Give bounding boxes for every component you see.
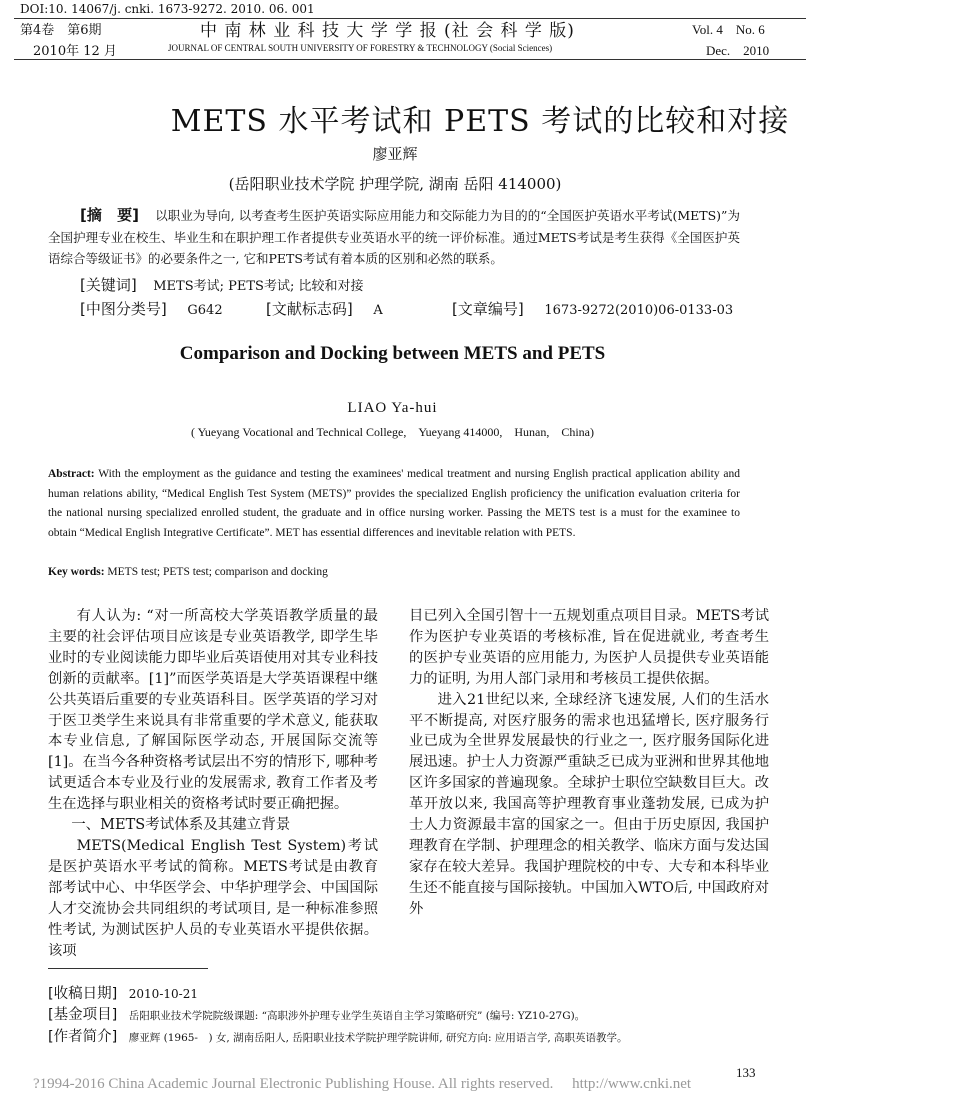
keywords-cn-text: METS考试; PETS考试; 比较和对接 [153, 279, 364, 294]
received-label: [收稿日期] [48, 986, 118, 1002]
body-right-column [409, 606, 769, 920]
affiliation-en: ( Yueyang Vocational and Technical College, Yueyang 414000, Hunan, China) [191, 425, 594, 439]
article-number-value: 1673-9272(2010)06-0133-03 [544, 303, 734, 318]
keywords-en-label: Key words: [48, 566, 105, 578]
body-paragraph: 进入21世纪以来, 全球经济飞速发展, 人们的生活水平不断提高, 对医疗服务的需求也迅猛增长, 医疗服务行业已成为全世界发展最快的行业之一, 医疗服务国际化进展迅速。护士人力资源严重缺乏已成为亚洲和世界其他地区许多国家的普遍现象。全球护士职位空缺数目巨大。改革开放以来, 我国高等护理教育事业蓬勃发展, 已成为护士人力资源最丰富的国家之一。但由于历史原因, 我国护理教育在学制、护理理念的相关教学、临床方面与发达国家存在较大差异。我国护理院校的中专、大专和本科毕业生还不能直接与国际接轨。中国加入WTO后, 中国政府对外 [409, 691, 769, 917]
abstract-en [48, 465, 740, 543]
keywords-cn [80, 274, 363, 295]
abstract-en-text: With the employment as the guidance and testing the examinees' medical treatment and nursing English practical application ability and human relations ability, “Medical English Test System (METS)” provides the specialized English proficiency the unification evaluation criteria for the national nursing specialized enrolled student, the graduate and in office nursing worker. Passing the METS test is a must for the examinee to obtain “Medical English Integrative Certificate”. MET has essential differences and inevitable relation with PETS. [48, 468, 740, 539]
keywords-en-text: METS test; PETS test; comparison and docking [107, 566, 328, 578]
footnote-fund [48, 1003, 585, 1024]
author-name-en: LIAO Ya-hui [347, 400, 438, 416]
fund-value: 岳阳职业技术学院院级课题: “高职涉外护理专业学生英语自主学习策略研究” (编号: YZ10-27G)。 [128, 1010, 586, 1022]
clc-label: [中图分类号] [80, 300, 167, 318]
page-number: 133 [736, 1065, 756, 1080]
affiliation-cn: (岳阳职业技术学院 护理学院, 湖南 岳阳 414000) [228, 175, 562, 193]
copyright-watermark: ?1994-2016 China Academic Journal Electronic Publishing House. All rights reserved. http://www.cnki.net [33, 1076, 692, 1092]
date-en: Dec. 2010 [706, 43, 770, 58]
classification-row [80, 298, 223, 319]
date-cn: 2010年 12 月 [33, 44, 117, 59]
doc-code-value: A [373, 303, 383, 318]
journal-name-en: JOURNAL OF CENTRAL SOUTH UNIVERSITY OF FORESTRY & TECHNOLOGY (Social Sciences) [168, 43, 553, 53]
doi: DOI:10. 14067/j. cnki. 1673-9272. 2010. 06. 001 [20, 2, 315, 16]
doc-code [266, 298, 383, 319]
article-number [452, 298, 733, 319]
body-left-column [48, 606, 378, 961]
journal-name-cn: 中 南 林 业 科 技 大 学 学 报 (社 会 科 学 版) [200, 21, 575, 41]
clc-value: G642 [187, 303, 223, 318]
abstract-cn-label: [摘 要] [80, 206, 139, 224]
body-paragraph: 目已列入全国引智十一五规划重点项目目录。METS考试作为医护专业英语的考核标准, 旨在促进就业, 考查考生的医护专业英语的应用能力, 为医护人员提供专业英语能力的证明, 为用人部门录用和考核员工提供依据。 [409, 608, 769, 687]
keywords-en [48, 566, 328, 578]
footnote-author [48, 1025, 628, 1046]
keywords-cn-label: [关键词] [80, 276, 137, 294]
article-title-cn: METS 水平考试和 PETS 考试的比较和对接 [170, 104, 790, 139]
volume-issue-cn: 第4卷 第6期 [20, 23, 102, 38]
abstract-cn-text: 以职业为导向, 以考查考生医护英语实际应用能力和交际能力为目的的“全国医护英语水平考试(METS)”为全国护理专业在校生、毕业生和在职护理工作者提供专业英语水平的统一评价标准。通过METS考试是考生获得《全国医护英语综合等级证书》的必要条件之一, 它和PETS考试有着本质的区别和必然的联系。 [48, 208, 740, 266]
author-bio-label: [作者简介] [48, 1029, 118, 1045]
fund-label: [基金项目] [48, 1007, 118, 1023]
volume-issue-en: Vol. 4 No. 6 [692, 22, 765, 37]
article-title-en: Comparison and Docking between METS and PETS [179, 343, 606, 364]
footnote-received [48, 982, 198, 1003]
body-paragraph: METS(Medical English Test System)考试是医护英语水平考试的简称。METS考试是由教育部考试中心、中华医学会、中华护理学会、中国国际人才交流协会共同组织的考试项目, 是一种标准参照性考试, 为测试医护人员的专业英语水平提供依据。该项 [48, 837, 378, 959]
received-value: 2010-10-21 [128, 987, 198, 1001]
article-number-label: [文章编号] [452, 300, 524, 318]
author-name-cn: 廖亚辉 [372, 145, 418, 163]
section-heading: 一、METS考试体系及其建立背景 [71, 817, 291, 834]
body-paragraph: 有人认为: “对一所高校大学英语教学质量的最主要的社会评估项目应该是专业英语教学, 即学生毕业时的专业阅读能力即毕业后英语使用对其专业科技创新的贡献率。[1]”而医学英语是大学英语课程中继公共英语后重要的专业英语科目。医学英语的学习对于医卫类学生来说具有非常重要的学术意义, 能获取本专业信息, 了解国际医学动态, 开展国际交流等[1]。在当今各种资格考试层出不穷的情形下, 哪种考试更适合本专业及行业的发展需求, 教育工作者及考生在选择与职业相关的资格考试时要正确把握。 [48, 608, 378, 813]
abstract-en-label: Abstract: [48, 468, 95, 480]
doc-code-label: [文献标志码] [266, 300, 353, 318]
abstract-cn [48, 205, 740, 270]
author-bio-value: 廖亚辉 (1965- ) 女, 湖南岳阳人, 岳阳职业技术学院护理学院讲师, 研究方向: 应用语言学, 高职英语教学。 [128, 1032, 628, 1044]
footnote-separator [48, 968, 208, 969]
